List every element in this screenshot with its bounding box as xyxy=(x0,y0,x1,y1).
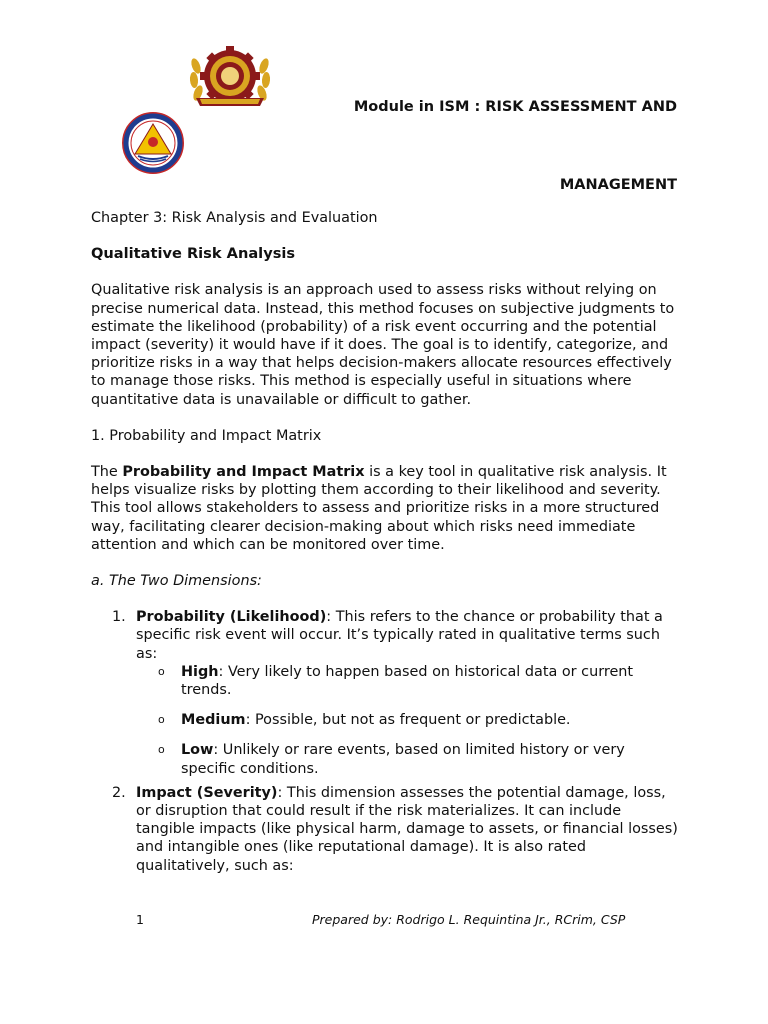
matrix-prefix: The xyxy=(91,464,123,481)
intro-paragraph: Qualitative risk analysis is an approach used to assess risks without relying on precise numerical data. Instead, this method focuses on subjective judgments to estimate the likelihood (probability) of a risk event occurring and the potential impact (severity) it would have if it does. The goal is to identify, categorize, and prioritize risks in a way that helps decision-makers allocate resources effectively to manage those risks. This method is especially useful in situations where quantitative data is unavailable or difficult to gather. xyxy=(91,282,675,408)
dimensions-title: a. The Two Dimensions: xyxy=(91,573,262,590)
list-term: Impact (Severity) xyxy=(136,784,278,801)
list-number: 2. xyxy=(112,784,126,801)
sub-list-item xyxy=(136,711,681,729)
sub-term: High xyxy=(181,663,219,680)
sub-term: Low xyxy=(181,742,214,759)
university-seal-logo-icon xyxy=(118,112,188,174)
module-title-line2: MANAGEMENT xyxy=(559,177,677,193)
chapter-heading: Chapter 3: Risk Analysis and Evaluation xyxy=(91,210,378,226)
list-text: : This refers to the chance or probability that a specific risk event will occur. It’s typically rated in qualitative terms such as: xyxy=(136,609,663,662)
sub-list-item xyxy=(136,741,681,777)
list-item xyxy=(91,784,681,875)
prepared-by: Prepared by: Rodrigo L. Requintina Jr., RCrim, CSP xyxy=(312,912,626,927)
sub-text: : Unlikely or rare events, based on limited history or very specific conditions. xyxy=(181,742,625,777)
sub-list-item xyxy=(136,663,681,699)
gear-seal-logo-icon xyxy=(186,46,274,110)
matrix-paragraph xyxy=(91,463,681,554)
document-body xyxy=(91,209,681,875)
section-title: Qualitative Risk Analysis xyxy=(91,245,296,263)
list-term: Probability (Likelihood) xyxy=(136,609,327,626)
dimensions-list xyxy=(91,608,681,875)
list-text: : This dimension assesses the potential damage, loss, or disruption that could result if the risk materializes. It can include tangible impacts (like physical harm, damage to assets, or financial losses) and intangible ones (like reputational damage). It is also rated qualitatively, such as: xyxy=(136,784,678,874)
bullet-icon: o xyxy=(158,664,165,678)
list-number: 1. xyxy=(112,609,126,626)
sub-text: : Very likely to happen based on historical data or current trends. xyxy=(181,663,634,699)
subsection-heading: 1. Probability and Impact Matrix xyxy=(91,427,322,444)
list-item xyxy=(91,608,681,778)
bullet-icon: o xyxy=(158,743,165,757)
sub-text: : Possible, but not as frequent or predictable. xyxy=(245,712,571,729)
bullet-icon: o xyxy=(158,713,165,727)
sub-term: Medium xyxy=(181,712,246,729)
page-number: 1 xyxy=(136,912,144,927)
matrix-term: Probability and Impact Matrix xyxy=(122,464,365,481)
matrix-text: is a key tool in qualitative risk analysis. It helps visualize risks by plotting them according to their likelihood and severity. This tool allows stakeholders to assess and prioritize risks in a more structured way, facilitating clearer decision-making about which risks need immediate attention and which can be monitored over time. xyxy=(91,464,667,553)
module-title-line1: Module in ISM : RISK ASSESSMENT AND xyxy=(353,99,677,115)
sub-list xyxy=(136,663,681,778)
